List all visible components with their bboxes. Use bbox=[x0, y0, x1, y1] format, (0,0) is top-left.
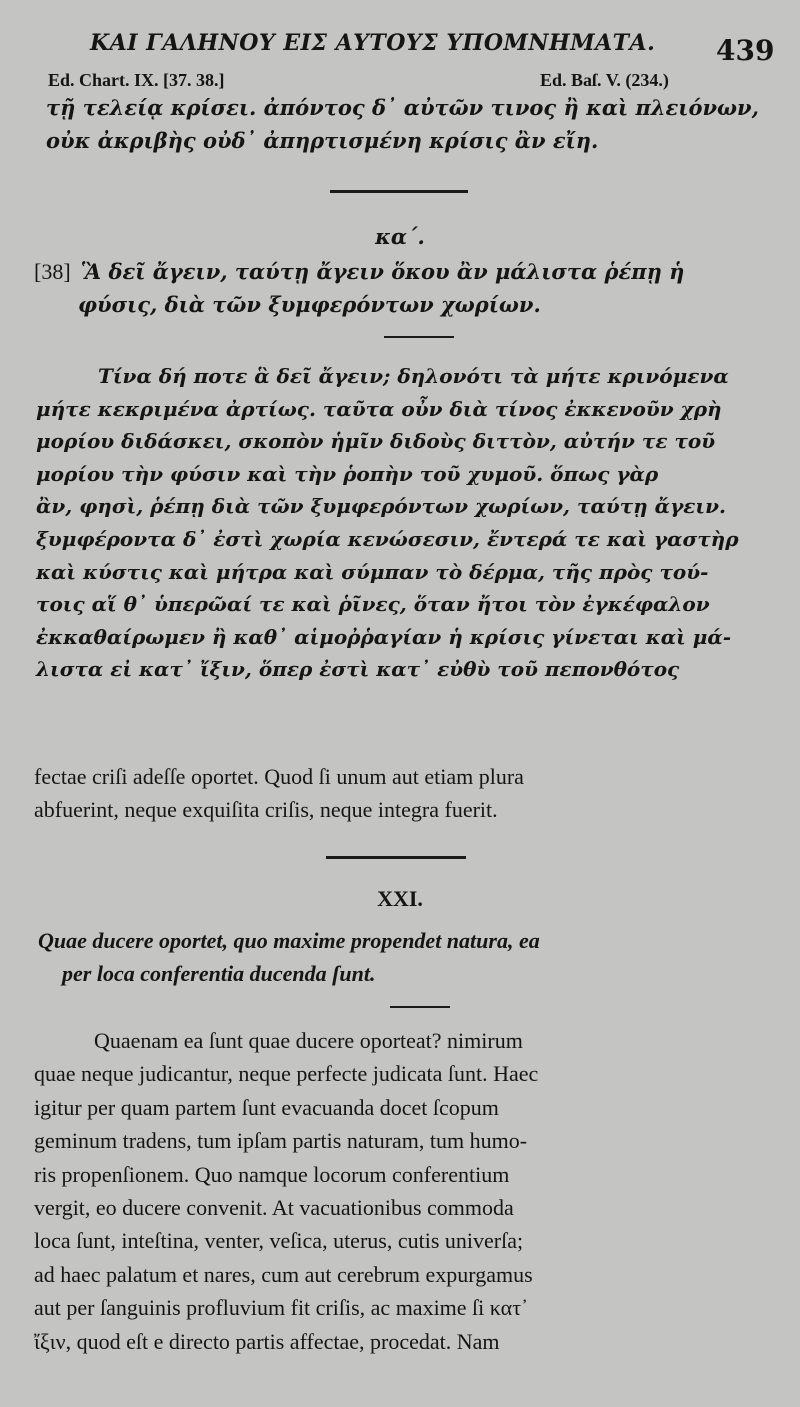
latin-commentary-line: ris propenſionem. Quo namque locorum conferentium bbox=[34, 1161, 510, 1187]
section-divider bbox=[330, 190, 468, 193]
greek-commentary bbox=[36, 360, 766, 686]
greek-commentary-line: μορίου τὴν φύσιν καὶ τὴν ῥοπὴν τοῦ χυμοῦ. ὅπως γὰρ bbox=[36, 461, 659, 486]
latin-line: abfuerint, neque exquiſita criſis, neque integra fuerit. bbox=[34, 797, 498, 822]
latin-commentary-line: ad haec palatum et nares, cum aut cerebrum expurgamus bbox=[34, 1261, 533, 1287]
greek-commentary-line: τοις αἵ θ᾽ ὑπερῶαί τε καὶ ῥῖνες, ὅταν ἤτοι τὸν ἐγκέφαλον bbox=[36, 592, 710, 617]
edition-reference-left: Ed. Chart. IX. [37. 38.] bbox=[48, 70, 225, 90]
running-title: ΚΑΙ ΓΑΛΗΝΟΥ ΕΙΣ ΑΥΤΟΥΣ ΥΠΟΜΝΗΜΑΤΑ. bbox=[90, 30, 656, 56]
greek-aphorism bbox=[34, 256, 784, 321]
latin-continuation bbox=[34, 760, 774, 826]
greek-line: τῇ τελείᾳ κρίσει. ἀπόντος δ᾽ αὐτῶν τινος ἢ καὶ πλειόνων, bbox=[46, 95, 759, 120]
latin-section-number: XXI. bbox=[377, 886, 423, 911]
latin-commentary-line: aut per ſanguinis profluvium fit criſis, ac maxime ſi κατ᾽ bbox=[34, 1295, 529, 1321]
latin-commentary-line: vergit, eo ducere convenit. At vacuationibus commoda bbox=[34, 1195, 514, 1221]
short-divider bbox=[390, 1006, 450, 1008]
greek-commentary-line: ἐκκαθαίρωμεν ἢ καθ᾽ αἱμοῤῥαγίαν ἡ κρίσις γίνεται καὶ μά- bbox=[36, 624, 732, 649]
greek-commentary-line: καὶ κύστις καὶ μήτρα καὶ σύμπαν τὸ δέρμα, τῆς πρὸς τού- bbox=[36, 559, 709, 584]
latin-aphorism-line: Quae ducere oportet, quo maxime propendet natura, ea bbox=[38, 928, 540, 953]
greek-continuation bbox=[46, 92, 776, 157]
section-divider bbox=[326, 856, 466, 859]
short-divider bbox=[384, 336, 454, 338]
edition-reference-right: Ed. Baſ. V. (234.) bbox=[540, 70, 669, 90]
latin-commentary-line: ἴξιν, quod eſt e directo partis affectae, procedat. Nam bbox=[34, 1328, 500, 1354]
latin-commentary-line: loca ſunt, inteſtina, venter, veſica, uterus, cutis univerſa; bbox=[34, 1228, 524, 1254]
latin-aphorism-line: per loca conferentia ducenda ſunt. bbox=[62, 961, 376, 986]
latin-aphorism bbox=[38, 924, 778, 990]
greek-section-number: κα΄. bbox=[375, 224, 425, 249]
greek-commentary-line: μήτε κεκριμένα ἀρτίως. ταῦτα οὖν διὰ τίνος ἐκκενοῦν χρὴ bbox=[36, 396, 722, 421]
bracket-reference: [38] bbox=[34, 259, 71, 284]
greek-commentary-line: ἂν, φησὶ, ῥέπῃ διὰ τῶν ξυμφερόντων χωρίων, ταύτῃ ἄγειν. bbox=[36, 494, 726, 519]
greek-aphorism-line: φύσις, διὰ τῶν ξυμφερόντων χωρίων. bbox=[78, 291, 541, 317]
latin-commentary-line: Quaenam ea ſunt quae ducere oporteat? nimirum bbox=[94, 1028, 523, 1053]
greek-line: οὐκ ἀκριβὴς οὐδ᾽ ἀπηρτισμένη κρίσις ἂν εἴη. bbox=[46, 127, 599, 153]
latin-commentary-line: igitur per quam partem ſunt evacuanda docet ſcopum bbox=[34, 1094, 499, 1120]
greek-aphorism-line: Ἃ δεῖ ἄγειν, ταύτῃ ἄγειν ὅκου ἂν μάλιστα ῥέπῃ ἡ bbox=[80, 259, 685, 284]
page-number: 439 bbox=[716, 34, 775, 67]
greek-commentary-line: ξυμφέροντα δ᾽ ἐστὶ χωρία κενώσεσιν, ἔντερά τε καὶ γαστὴρ bbox=[36, 526, 739, 551]
latin-line: fectae criſi adeſſe oportet. Quod ſi unum aut etiam plura bbox=[34, 764, 524, 789]
greek-commentary-line: μορίου διδάσκει, σκοπὸν ἡμῖν διδοὺς διττὸν, αὐτήν τε τοῦ bbox=[36, 429, 716, 454]
greek-commentary-line: λιστα εἰ κατ᾽ ἴξιν, ὅπερ ἐστὶ κατ᾽ εὐθὺ τοῦ πεπονθότος bbox=[36, 657, 680, 682]
greek-commentary-line: Τίνα δή ποτε ἃ δεῖ ἄγειν; δηλονότι τὰ μήτε κρινόμενα bbox=[98, 364, 729, 388]
latin-commentary-line: geminum tradens, tum ipſam partis naturam, tum humo- bbox=[34, 1128, 528, 1154]
latin-commentary-line: quae neque judicantur, neque perfecte judicata ſunt. Haec bbox=[34, 1061, 539, 1087]
latin-commentary bbox=[34, 1024, 778, 1358]
